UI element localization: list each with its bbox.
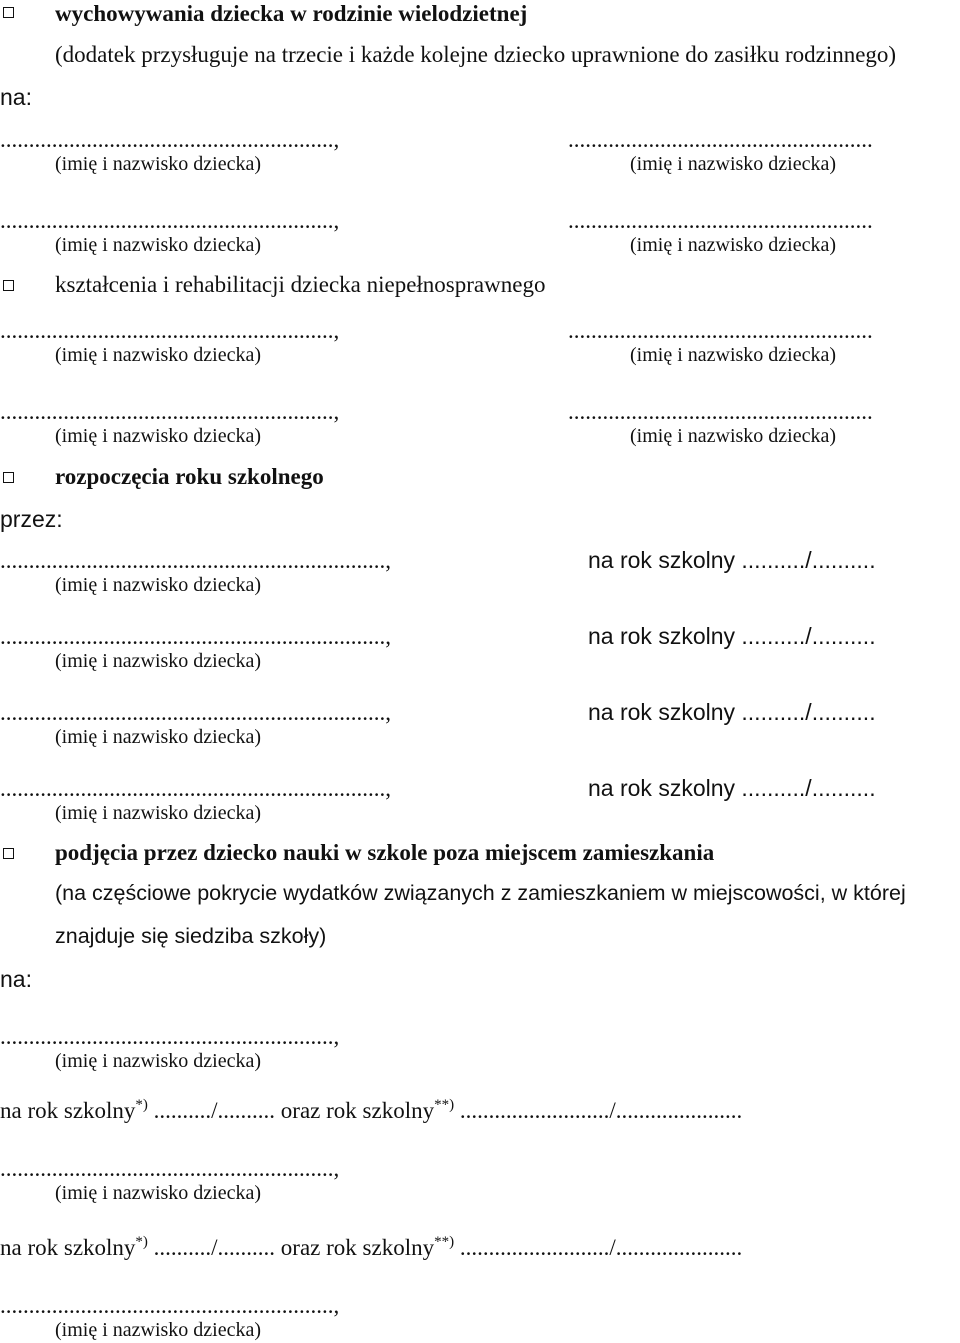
child-name-caption: (imię i nazwisko dziecka) xyxy=(55,802,262,824)
child-name-field[interactable]: .........................................................., xyxy=(0,399,340,424)
child-name-caption: (imię i nazwisko dziecka) xyxy=(55,1050,262,1072)
section-title-rehabilitacja: kształcenia i rehabilitacji dziecka niepełnosprawnego xyxy=(55,272,546,297)
school-year-fill: ........../.......... oraz rok szkolny xyxy=(153,1098,435,1123)
child-name-caption: (imię i nazwisko dziecka) xyxy=(55,234,262,256)
child-name-caption: (imię i nazwisko dziecka) xyxy=(630,234,837,256)
intro-na: na: xyxy=(0,966,32,992)
child-name-field[interactable]: .........................................................., xyxy=(0,318,340,343)
footnote-marker: **) xyxy=(434,1097,455,1113)
checkbox-wielodzietna[interactable] xyxy=(3,7,14,18)
checkbox-rehabilitacja[interactable] xyxy=(3,280,14,291)
intro-na: na: xyxy=(0,84,32,110)
school-year-fill2: ........................../...................... xyxy=(459,1235,743,1260)
school-year-fill2: ........................../...................... xyxy=(459,1098,743,1123)
section-title-rok-szkolny: rozpoczęcia roku szkolnego xyxy=(55,464,324,489)
footnote-marker: *) xyxy=(135,1097,148,1113)
child-name-caption: (imię i nazwisko dziecka) xyxy=(55,344,262,366)
child-name-caption: (imię i nazwisko dziecka) xyxy=(55,726,262,748)
child-name-field[interactable]: ..................................................................., xyxy=(0,624,391,649)
footnote-marker: *) xyxy=(135,1234,148,1250)
school-year-field[interactable]: na rok szkolny ........../.......... xyxy=(588,699,876,725)
child-name-field[interactable]: .........................................................., xyxy=(0,208,340,233)
child-name-field[interactable]: ..................................................... xyxy=(568,399,873,424)
school-year-label: na rok szkolny xyxy=(0,1235,136,1260)
child-name-caption: (imię i nazwisko dziecka) xyxy=(55,574,262,596)
child-name-field[interactable]: .........................................................., xyxy=(0,1293,340,1318)
school-year-field[interactable]: na rok szkolny ........../.......... xyxy=(588,775,876,801)
child-name-caption: (imię i nazwisko dziecka) xyxy=(55,1319,262,1341)
child-name-caption: (imię i nazwisko dziecka) xyxy=(55,1182,262,1204)
school-year-field[interactable]: na rok szkolny ........../.......... xyxy=(588,547,876,573)
school-year-field[interactable]: na rok szkolny ........../.......... xyxy=(588,623,876,649)
section-note-poza-miejscem-line2: znajduje się siedziba szkoły) xyxy=(55,924,327,948)
child-name-caption: (imię i nazwisko dziecka) xyxy=(630,344,837,366)
child-name-field[interactable]: ..................................................... xyxy=(568,318,873,343)
child-name-field[interactable]: ..................................................... xyxy=(568,208,873,233)
child-name-field[interactable]: ..................................................................., xyxy=(0,548,391,573)
checkbox-poza-miejscem[interactable] xyxy=(3,848,14,859)
section-note-wielodzietna: (dodatek przysługuje na trzecie i każde kolejne dziecko uprawnione do zasiłku rodzinnego) xyxy=(55,42,897,67)
child-name-field[interactable]: ..................................................................., xyxy=(0,776,391,801)
child-name-caption: (imię i nazwisko dziecka) xyxy=(55,650,262,672)
intro-przez: przez: xyxy=(0,506,63,532)
child-name-field[interactable]: .........................................................., xyxy=(0,1024,340,1049)
child-name-caption: (imię i nazwisko dziecka) xyxy=(55,153,262,175)
section-title-wielodzietna: wychowywania dziecka w rodzinie wielodzietnej xyxy=(55,1,528,26)
school-year-row[interactable] xyxy=(0,1099,742,1122)
child-name-caption: (imię i nazwisko dziecka) xyxy=(630,425,837,447)
child-name-field[interactable]: ..................................................... xyxy=(568,127,873,152)
checkbox-rok-szkolny[interactable] xyxy=(3,472,14,483)
child-name-caption: (imię i nazwisko dziecka) xyxy=(630,153,837,175)
footnote-marker: **) xyxy=(434,1234,455,1250)
section-note-poza-miejscem: (na częściowe pokrycie wydatków związanych z zamieszkaniem w miejscowości, w której xyxy=(55,881,906,905)
child-name-field[interactable]: ..................................................................., xyxy=(0,700,391,725)
child-name-caption: (imię i nazwisko dziecka) xyxy=(55,425,262,447)
child-name-field[interactable]: .........................................................., xyxy=(0,127,340,152)
school-year-row[interactable] xyxy=(0,1236,742,1259)
section-title-poza-miejscem: podjęcia przez dziecko nauki w szkole poza miejscem zamieszkania xyxy=(55,840,715,865)
school-year-fill: ........../.......... oraz rok szkolny xyxy=(153,1235,435,1260)
child-name-field[interactable]: .........................................................., xyxy=(0,1156,340,1181)
school-year-label: na rok szkolny xyxy=(0,1098,136,1123)
